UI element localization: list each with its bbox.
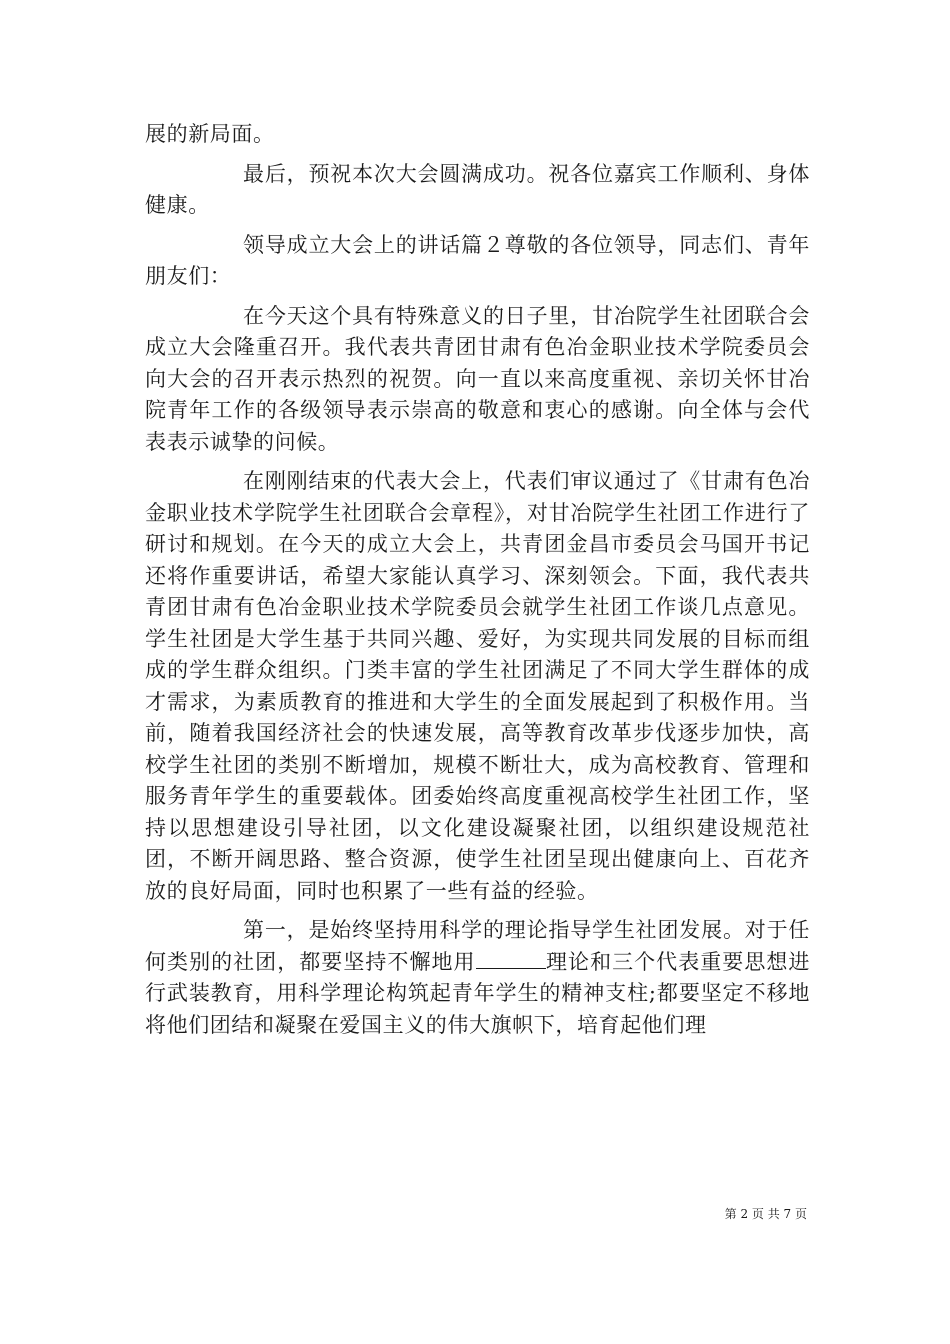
paragraph-speech-title: 领导成立大会上的讲话篇２尊敬的各位领导，同志们、青年朋友们： — [145, 232, 810, 288]
paragraph-point-one — [145, 915, 810, 1041]
blank-underline — [476, 948, 546, 969]
paragraph-main-body: 在刚刚结束的代表大会上，代表们审议通过了《甘肃有色冶金职业技术学院学生社团联合会章程》，对甘冶院学生社团工作进行了研讨和规划。在今天的成立大会上，共青团金昌市委员会马国开书记还将作重要讲话，希望大家能认真学习、深刻领会。下面，我代表共青团甘肃有色冶金职业技术学院委员会就学生社团工作谈几点意见。学生社团是大学生基于共同兴趣、爱好，为实现共同发展的目标而组成的学生群众组织。门类丰富的学生社团满足了不同大学生群体的成才需求，为素质教育的推进和大学生的全面发展起到了积极作用。当前，随着我国经济社会的快速发展，高等教育改革步伐逐步加快，高校学生社团的类别不断增加，规模不断壮大，成为高校教育、管理和服务青年学生的重要载体。团委始终高度重视高校学生社团工作，坚持以思想建设引导社团，以文化建设凝聚社团，以组织建设规范社团，不断开阔思路、整合资源，使学生社团呈现出健康向上、百花齐放的良好局面，同时也积累了一些有益的经验。 — [145, 469, 810, 903]
paragraph-point-one-after: 理论和三个代表重要思想进行武装教育，用科学理论构筑起青年学生的精神支柱;都要坚定不移地将他们团结和凝聚在爱国主义的伟大旗帜下，培育起他们理 — [145, 949, 811, 1037]
paragraph-point-one-before: 第一，是始终坚持用科学的理论指导学生社团发展。对于任何类别的社团，都要坚持不懈地用 — [145, 918, 810, 974]
paragraph-continuation: 展的新局面。 — [145, 122, 275, 146]
paragraph-opening: 在今天这个具有特殊意义的日子里，甘冶院学生社团联合会成立大会隆重召开。我代表共青团甘肃有色冶金职业技术学院委员会向大会的召开表示热烈的祝贺。向一直以来高度重视、亲切关怀甘冶院青年工作的各级领导表示崇高的敬意和衷心的感谢。向全体与会代表表示诚挚的问候。 — [145, 303, 810, 454]
document-body — [145, 119, 810, 1049]
paragraph-closing-wishes: 最后，预祝本次大会圆满成功。祝各位嘉宾工作顺利、身体健康。 — [145, 161, 810, 217]
page-number-footer: 第 2 页 共 7 页 — [724, 1207, 807, 1221]
